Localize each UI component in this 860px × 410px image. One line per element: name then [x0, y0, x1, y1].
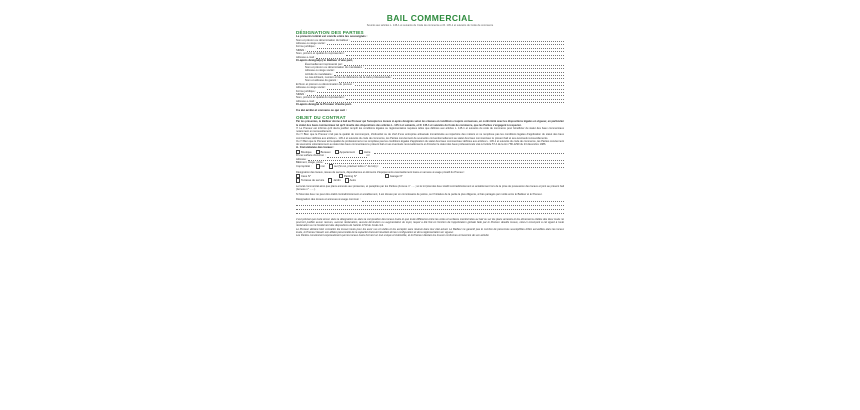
document-title: BAIL COMMERCIAL	[386, 13, 474, 23]
form-line: Adresse ou siège social :	[296, 42, 564, 45]
checkbox-icon	[316, 164, 320, 168]
form-line: Adresse ou siège social :	[296, 86, 564, 89]
document-page	[296, 10, 564, 410]
form-line: Nom, prénom et qualité du représentant :	[296, 96, 564, 99]
form-line: Forme juridique :	[296, 45, 564, 48]
footer-paragraph: Les Parties conviennent expressément que les locaux loués forment un tout unique et indivisible, et le Preneur déclare les trouver conformes à l'exercice de son activité.	[296, 234, 490, 238]
agreement-line: Il a été arrêté et convenu ce qui suit :	[296, 107, 347, 112]
tenant-designation: Ci-après désigné le Preneur d'autre part.	[296, 102, 352, 107]
checkbox-terrasse[interactable]: Terrasse de service	[296, 178, 324, 182]
form-line: Activité du mandataire :	[305, 73, 564, 76]
form-line: Éventuellement représenté par :	[305, 63, 564, 66]
fill-line	[374, 151, 564, 154]
lessor-designation: Ci-après désigné(e) le Bailleur d'une part,	[296, 57, 353, 62]
checkbox-copro-no[interactable]: non	[316, 164, 325, 168]
agent-fields	[296, 63, 564, 83]
inventory-text: Le local commercial ainsi que plans annexés aux présentes, et paraphés par les Parties (Annexe n° ......) et le lot (état des lieux établi contradictoirement et amiablement lors de la prise de possession des locaux et joint au présent bail (Annexe n° ......).	[296, 184, 564, 191]
object-option: Ou ☐ Bien que le Preneur ait la qualité de professionnel et ne remplisse pas les conditions légales d'application du statut des baux commerciaux définies aux articles L. 145-1 et suivants du code de commerce, les Parties conviennent de soumettre volontairement au statut des baux commerciaux le présent bail et ses éventuels renouvellements et d'écarter le statut des baux professionnels visé à l'article 57 A de la loi n°86-1290 du 23 décembre 1986.	[296, 139, 564, 147]
fill-line	[383, 165, 564, 168]
address-line: Adresse :	[296, 158, 564, 161]
section-heading-object: OBJET DU CONTRAT	[296, 115, 346, 121]
copro-row: Copropriété : non oui (Si oui, préciser lettre n° de lot(s) :	[296, 164, 564, 168]
fill-line	[362, 199, 564, 202]
form-line: Nom et prénom ou dénomination du mandataire :	[305, 66, 564, 69]
footer-paragraph: Le Preneur déclare bien connaître les locaux loués pour les avoir vus et visités et les accepter sans réserve dans leur état actuel. Le Bailleur ne garantit pas le nombre de personnes susceptibles d'être accueillies dans les locaux loués, le Preneur faisant son affaire personnelle de la capacité d'accueil résultant de leur configuration et de la réglementation en vigueur.	[296, 227, 564, 234]
footer-paragraph: Il est précisé que toute erreur dans la désignation ou dans la composition des locaux loués et que toute différence entre les cotes et surfaces mentionnées au bail ou sur les plans annexés et les dimensions réelles des lieux loués ne pourront justifier aucun recours, aucune réclamation, aucune diminution ou augmentation du loyer, lequel a été fixé en fonction de l'appréciation globale faite par le Preneur desdits locaux, celui-ci renonçant à cet égard à toute réclamation sur le fondement des dispositions de l'article 1719 du Code civil.	[296, 217, 564, 228]
etat-lieux-text: Si l'état des lieux ne peut être établi contradictoirement et amiablement, il est dressé par un commissaire de justice, sur l'initiative de la partie la plus diligente, à frais partagés par moitié entre le Bailleur et le Preneur.	[296, 193, 543, 197]
checkbox-icon	[345, 178, 349, 182]
tenant-fields	[296, 83, 564, 103]
building-line: Bâtiment, étage, porte :	[296, 161, 564, 164]
fill-line	[316, 100, 564, 103]
checkbox-icon	[385, 174, 389, 178]
form-line: SIREN :	[296, 93, 564, 96]
form-line: SIREN :	[296, 49, 564, 52]
checkbox-boutique[interactable]: Boutique	[296, 150, 312, 154]
form-line: Nom et adresse du garant :	[305, 79, 564, 82]
lessor-fields	[296, 39, 564, 59]
checkbox-copro-yes[interactable]: oui (Si oui, préciser lettre n° de lot(s) :	[329, 164, 379, 168]
form-line: Le cas échéant, numéro et lieu de délivrance de la carte professionnelle :	[305, 76, 564, 79]
checkbox-parking[interactable]: Parking N°	[339, 174, 357, 178]
object-option: ☐ Le Preneur est informé qu'il devra justifier remplir les conditions légales ou réglementaires requises telles que définies aux articles L. 145-1 et suivants du code de commerce pour bénéficier du statut des baux commerciaux notamment en renouvellement.	[296, 126, 564, 134]
form-line: Adresse ou siège social :	[305, 69, 564, 72]
form-line: Nom et prénom ou dénomination du bailleur :	[296, 39, 564, 42]
checkbox-autre[interactable]: Autre	[359, 150, 370, 154]
checkbox-icon	[329, 164, 333, 168]
form-line: Forme juridique :	[296, 90, 564, 93]
fill-line	[316, 56, 564, 59]
checkbox-cave[interactable]: Cave N°	[296, 174, 311, 178]
checkbox-autre-private[interactable]: Autre	[345, 178, 356, 182]
surface-line: D'une surface d'environ : m²	[296, 154, 370, 158]
parties-intro: Le présent contrat est conclu entre les soussignés :	[296, 34, 368, 38]
document-subtitle: Soumis aux articles L. 145-1 et suivants du Code de commerce et R. 145-1 et suivants du Code de commerce	[366, 24, 494, 27]
private-designation: Désignation des locaux, issues de secours, dépendances et éléments d'équipements éventuellement loués en annexe à usage privatif du Preneur :	[296, 170, 466, 174]
form-line: Adresse e-mail :	[296, 100, 564, 103]
form-line: Nom, prénom et qualité du représentant :	[296, 52, 564, 55]
checkbox-appartement[interactable]: Appartement	[335, 150, 355, 154]
checkbox-jardin[interactable]: Jardin	[328, 178, 340, 182]
consistance-heading: A. Consistance des locaux :	[296, 145, 335, 150]
form-line: Adresse e-mail :	[296, 56, 564, 59]
form-line: Et Nom et prénom ou dénomination du preneur :	[296, 83, 564, 86]
checkbox-garage[interactable]: Garage N°	[385, 174, 403, 178]
object-intro: Par les présentes, le Bailleur donne à bail au Preneur qui l'accepte les locaux ci-après désignés selon les clauses et conditions ci-après convenues, en conformité avec les dispositions légales en vigueur, en particulier le statut des baux commerciaux tel qu'il résulte des dispositions des articles L. 145-1 et suivants, et R. 145-1 et suivants du Code de commerce, que les Parties s'engagent à respecter.	[296, 120, 564, 127]
object-option: Ou ☐ Bien que le Preneur n'ait pas la qualité de commerçant, d'industriel ou de chef d'une entreprise artisanale immatriculée au répertoire des métiers et ne remplisse pas les conditions légales d'application du statut des baux commerciaux définies aux articles L. 145-1 et suivants du code de commerce, les Parties conviennent de soumettre conventionnellement au statut des baux commerciaux le présent bail et ses éventuels renouvellements.	[296, 133, 564, 140]
common-designation-line: Désignation des locaux et annexes à usage commun :	[296, 198, 564, 201]
checkbox-icon	[328, 178, 332, 182]
checkbox-icon	[296, 178, 300, 182]
checkbox-bureaux[interactable]: Bureaux	[316, 150, 331, 154]
section-heading-parties: DÉSIGNATION DES PARTIES	[296, 30, 364, 35]
